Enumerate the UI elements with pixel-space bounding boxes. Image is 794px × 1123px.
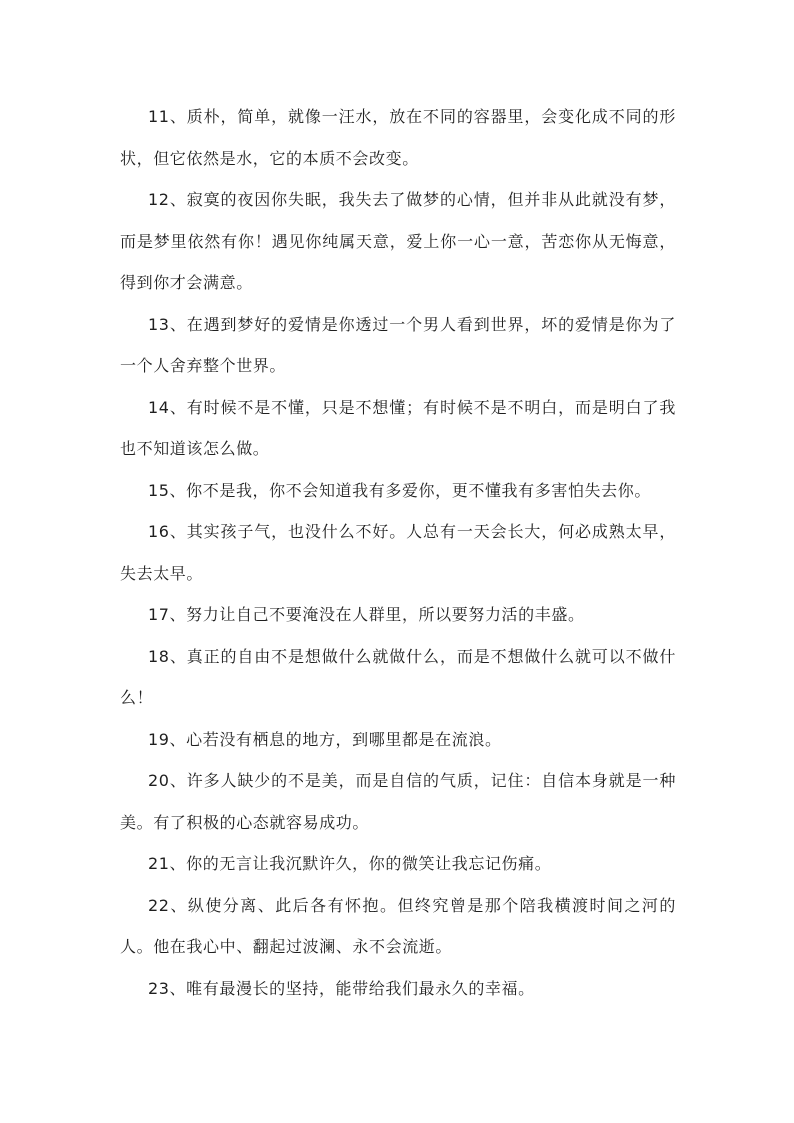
paragraph-11: 11、质朴，简单，就像一汪水，放在不同的容器里，会变化成不同的形状，但它依然是水，它的本质不会改变。 <box>120 107 676 168</box>
paragraph-14: 14、有时候不是不懂，只是不想懂；有时候不是不明白，而是明白了我也不知道该怎么做。 <box>120 397 676 458</box>
paragraph-18: 18、真正的自由不是想做什么就做什么，而是不想做什么就可以不做什么！ <box>120 646 676 707</box>
paragraph-20: 20、许多人缺少的不是美，而是自信的气质，记住：自信本身就是一种美。有了积极的心态就容易成功。 <box>120 771 676 832</box>
paragraph-15: 15、你不是我，你不会知道我有多爱你，更不懂我有多害怕失去你。 <box>148 480 651 500</box>
paragraph-13: 13、在遇到梦好的爱情是你透过一个男人看到世界，坏的爱情是你为了一个人舍弃整个世界。 <box>120 314 676 375</box>
paragraph-16: 16、其实孩子气，也没什么不好。人总有一天会长大，何必成熟太早，失去太早。 <box>120 522 676 583</box>
paragraph-12: 12、寂寞的夜因你失眠，我失去了做梦的心情，但并非从此就没有梦，而是梦里依然有你！遇见你纯属天意，爱上你一心一意，苦恋你从无悔意，得到你才会满意。 <box>120 190 676 292</box>
paragraph-17: 17、努力让自己不要淹没在人群里，所以要努力活的丰盛。 <box>148 605 585 624</box>
paragraph-21: 21、你的无言让我沉默许久，你的微笑让我忘记伤痛。 <box>148 854 552 873</box>
document-page <box>120 96 676 1009</box>
paragraph-23: 23、唯有最漫长的坚持，能带给我们最永久的幸福。 <box>148 978 535 998</box>
paragraph-19: 19、心若没有栖息的地方，到哪里都是在流浪。 <box>148 729 502 749</box>
paragraph-22: 22、纵使分离、此后各有怀抱。但终究曾是那个陪我横渡时间之河的人。他在我心中、翻起过波澜、永不会流逝。 <box>120 895 676 956</box>
